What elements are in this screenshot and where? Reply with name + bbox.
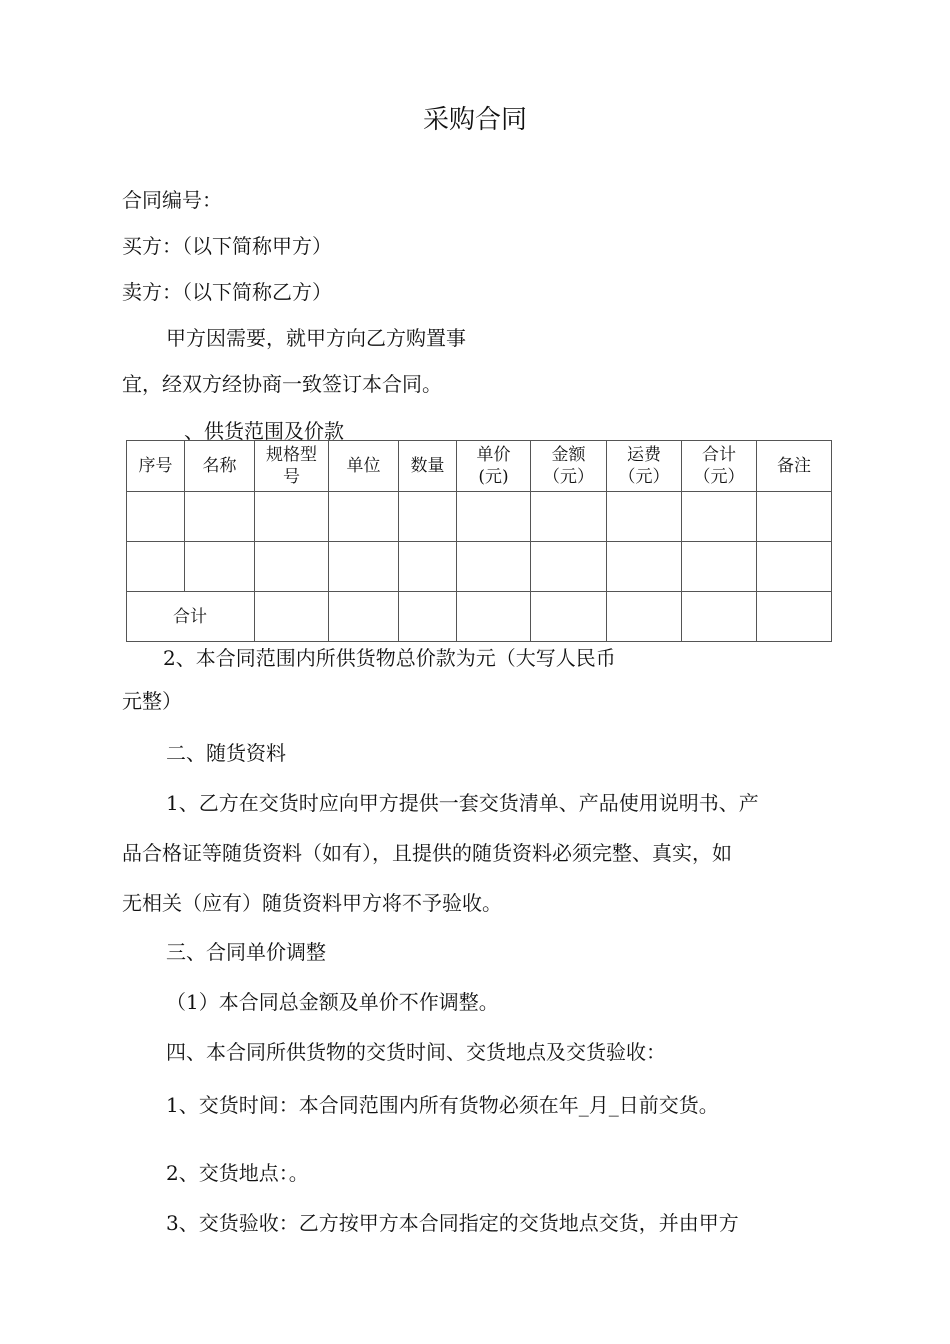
clause-1-2-line-2: 元整） <box>122 689 182 713</box>
table-row <box>127 542 832 592</box>
table-cell <box>607 592 682 642</box>
section-2-heading: 二、随货资料 <box>166 741 286 765</box>
section-2-para-line-3: 无相关（应有）随货资料甲方将不予验收。 <box>122 891 502 915</box>
seller-line: 卖方：（以下简称乙方） <box>122 280 332 304</box>
header-seq: 序号 <box>127 441 185 492</box>
header-freight: 运费 （元） <box>607 441 682 492</box>
section-4-para-3: 3、交货验收：乙方按甲方本合同指定的交货地点交货，并由甲方 <box>166 1211 739 1235</box>
table-cell <box>682 592 757 642</box>
table-cell <box>682 542 757 592</box>
table-cell <box>185 542 255 592</box>
document-title: 采购合同 <box>422 105 527 135</box>
table-cell <box>531 492 607 542</box>
section-4-para-1: 1、交货时间：本合同范围内所有货物必须在年_月_日前交货。 <box>166 1093 719 1117</box>
table-cell <box>255 542 329 592</box>
header-amount: 金额 （元） <box>531 441 607 492</box>
section-3-para: （1）本合同总金额及单价不作调整。 <box>166 990 499 1014</box>
intro-line-1: 甲方因需要，就甲方向乙方购置事 <box>166 326 466 350</box>
header-quantity: 数量 <box>399 441 457 492</box>
table-cell <box>185 492 255 542</box>
section-2-para-line-1: 1、乙方在交货时应向甲方提供一套交货清单、产品使用说明书、产 <box>166 791 759 815</box>
table-row <box>127 492 832 542</box>
contract-number-label: 合同编号： <box>122 188 222 212</box>
section-4-para-2: 2、交货地点：。 <box>166 1161 309 1185</box>
table-cell <box>757 592 832 642</box>
clause-1-2-line-1: 2、本合同范围内所供货物总价款为元（大写人民币 <box>163 646 616 670</box>
table-cell <box>457 592 531 642</box>
total-label: 合计 <box>127 592 255 642</box>
table-cell <box>457 542 531 592</box>
table-cell <box>457 492 531 542</box>
table-cell <box>531 542 607 592</box>
section-3-heading: 三、合同单价调整 <box>166 940 326 964</box>
table-cell <box>607 492 682 542</box>
header-unit-price: 单价 (元) <box>457 441 531 492</box>
header-subtotal: 合计 （元） <box>682 441 757 492</box>
table-cell <box>329 542 399 592</box>
table-cell <box>607 542 682 592</box>
header-spec-model: 规格型 号 <box>255 441 329 492</box>
table-cell <box>255 592 329 642</box>
table-cell <box>682 492 757 542</box>
goods-table <box>126 440 832 642</box>
table-cell <box>329 492 399 542</box>
table-cell <box>399 492 457 542</box>
table-cell <box>531 592 607 642</box>
section-1-heading: 、供货范围及价款 <box>184 419 344 443</box>
buyer-line: 买方：（以下简称甲方） <box>122 234 332 258</box>
table-cell <box>255 492 329 542</box>
header-unit: 单位 <box>329 441 399 492</box>
section-4-heading: 四、本合同所供货物的交货时间、交货地点及交货验收： <box>166 1040 666 1064</box>
table-cell <box>757 492 832 542</box>
table-cell <box>399 542 457 592</box>
table-header-row <box>127 441 832 492</box>
table-cell <box>329 592 399 642</box>
table-cell <box>399 592 457 642</box>
table-cell <box>757 542 832 592</box>
table-total-row <box>127 592 832 642</box>
header-name: 名称 <box>185 441 255 492</box>
table-cell <box>127 542 185 592</box>
table-cell <box>127 492 185 542</box>
section-2-para-line-2: 品合格证等随货资料（如有），且提供的随货资料必须完整、真实，如 <box>122 841 732 865</box>
header-remarks: 备注 <box>757 441 832 492</box>
intro-line-2: 宜，经双方经协商一致签订本合同。 <box>122 372 442 396</box>
